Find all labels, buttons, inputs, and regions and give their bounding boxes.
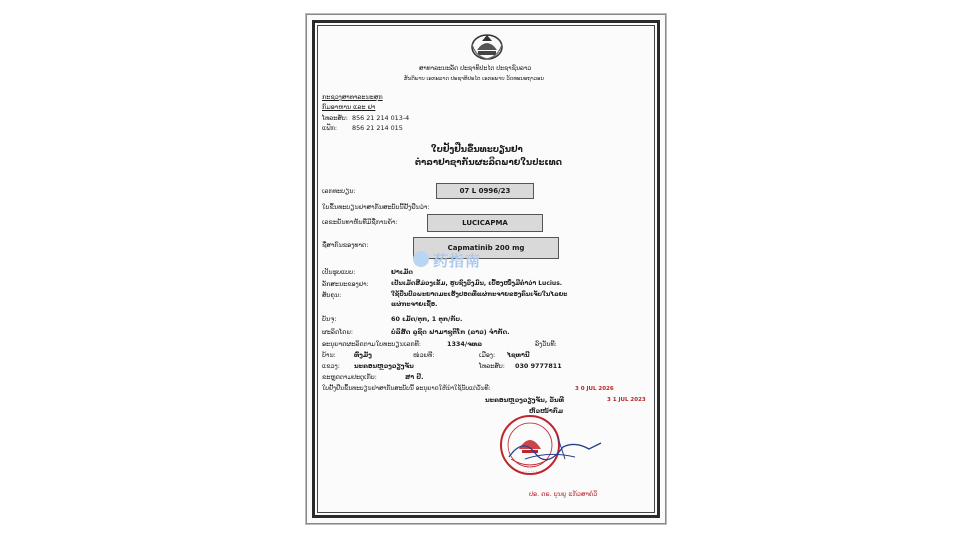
license-date-label: ລົງວັນທີ: bbox=[535, 340, 557, 348]
header-line-1: ສາທາລະນະລັດ ປະຊາທິປະໄຕ ປະຊາຊົນລາວ bbox=[419, 65, 532, 72]
indication-value-line-2: ແຜ່ກະຈາຍເຊື້ອ. bbox=[391, 301, 438, 308]
svg-text:· · · · · ·: · · · · · · bbox=[523, 469, 537, 474]
village-value: ທົ່ງມັງ bbox=[354, 351, 372, 359]
signature-role: ຫົວໜ້າກົມ bbox=[529, 407, 564, 415]
lao-emblem-icon bbox=[469, 32, 505, 60]
phone-value: 030 9777811 bbox=[515, 362, 562, 370]
unit-label: ໜ່ວຍທີ: bbox=[413, 351, 435, 359]
header-line-2: ສັນຕິພາບ ເອກະລາດ ປະຊາທິປະໄຕ ເອກະພາບ ວັດທະນະຖາວອນ bbox=[404, 76, 544, 82]
certificate-document bbox=[306, 14, 666, 524]
signature-icon bbox=[505, 429, 605, 469]
fax-label: ແຟັກ: bbox=[322, 124, 338, 132]
trade-name-box: LUCICAPMA bbox=[427, 214, 543, 232]
city-value: ໄຊທານີ bbox=[507, 351, 530, 359]
certificate-statement: ໃບຂຶ້ນທະບຽນຢາສາກັນສະບັບນີ້ຢັ້ງຢືນວ່າ: bbox=[322, 203, 430, 211]
signature-place: ນະຄອນຫຼວງວຽງຈັນ, ວັນທີ bbox=[485, 396, 564, 404]
package-label: ບັນຈຸ: bbox=[322, 315, 337, 323]
date-stamp-2: 3 1 JUL 2023 bbox=[607, 397, 646, 403]
validity-label: ຂະຫຼຸດຕາມປະຕູເກັບ: bbox=[322, 373, 377, 381]
package-value: 60 ເມັດ/ຕຸກ, 1 ຕຸກ/ກັບ. bbox=[391, 315, 463, 323]
form-value: ຢາເມັດ bbox=[391, 268, 413, 276]
ministry-name: ກະຊວງສາທາລະນະສຸກ bbox=[322, 93, 383, 101]
province-value: ນະຄອນຫຼວງວຽງຈັນ bbox=[354, 362, 414, 370]
phone-label: ໂທລະສັບ: bbox=[479, 362, 505, 370]
indication-value-line-1: ໃຊ້ປິ່ນປົວພະຍາດມະເຮັງປອດທີ່ແຜ່ກະຈາຍຂອງຄົນເຈັບໃນໄລຍະ bbox=[391, 291, 568, 298]
registration-number-box: 07 L 0996/23 bbox=[436, 183, 534, 199]
city-label: ເມືອງ: bbox=[479, 351, 496, 359]
manufacturer-label: ຜະລິດໂດຍ: bbox=[322, 328, 353, 336]
generic-name-box: Capmatinib 200 mg bbox=[413, 237, 559, 259]
department-name: ກົມອາຫານ ແລະ ຢາ bbox=[322, 103, 376, 111]
province-label: ແຂວງ: bbox=[322, 362, 340, 370]
description-label: ລັກສະນະຂອງຢາ: bbox=[322, 280, 369, 288]
license-label: ອະນຸຍາດຜະລິດຕາມໃບທະບຽນເລກທີ: bbox=[322, 340, 422, 348]
generic-name-label: ຊື່ສາກົນຂອງທາດ: bbox=[322, 241, 369, 249]
license-value: 1334/ຈທລ bbox=[447, 340, 483, 348]
date-stamp-1: 3 0 JUL 2026 bbox=[575, 386, 614, 392]
signer-name: ປອ. ດຣ. ບຸນຍູ ແກ້ວສາຄໍວິ bbox=[529, 490, 598, 498]
registration-label: ເລກທະບຽນ: bbox=[322, 187, 356, 195]
document-title-line-1: ໃບຢັ້ງຢືນຂຶ້ນທະບຽນຢາ bbox=[431, 145, 523, 155]
description-value: ເປັນເມັດສີມ່ວງເຂັ້ມ, ຮູບຊົງວົງມົນ, ເບື້ອງໜຶ່ງມີຄຳວ່າ Lucius. bbox=[391, 280, 563, 287]
document-title-line-2: ຕຳລາຢາຊາກັນຜະລິດພາຍໃນປະເທດ bbox=[415, 158, 562, 168]
tel-value: 856 21 214 013-4 bbox=[352, 114, 410, 122]
form-label: ເປັນຮູບແບບ: bbox=[322, 268, 356, 276]
watermark-text: 药指南 bbox=[433, 252, 482, 270]
watermark-logo-icon bbox=[413, 251, 429, 267]
validity-statement: ໃບຢັ້ງຢືນຂຶ້ນທະບຽນຢາສາກັນສະບັບນີ້ ອະນຸຍາດໃຫ້ນຳໃຊ້ນັບແຕ່ວັນທີ: bbox=[322, 385, 491, 392]
trade-name-label: ເລຂະຍັນທາຫັນທີ່ມີຊື່ການຄ້າ: bbox=[322, 218, 398, 226]
village-label: ບ້ານ: bbox=[322, 351, 336, 359]
fax-value: 856 21 214 015 bbox=[352, 124, 403, 132]
indication-label: ສັບຄຸນ: bbox=[322, 291, 342, 299]
validity-value: ສາ ປີ. bbox=[405, 373, 424, 381]
manufacturer-value: ບໍລິສັດ ລູຊິດ ຟາມາຊູຕິໂກ (ລາວ) ຈຳກັດ. bbox=[391, 328, 510, 336]
tel-label: ໂທລະສັບ: bbox=[322, 114, 348, 122]
